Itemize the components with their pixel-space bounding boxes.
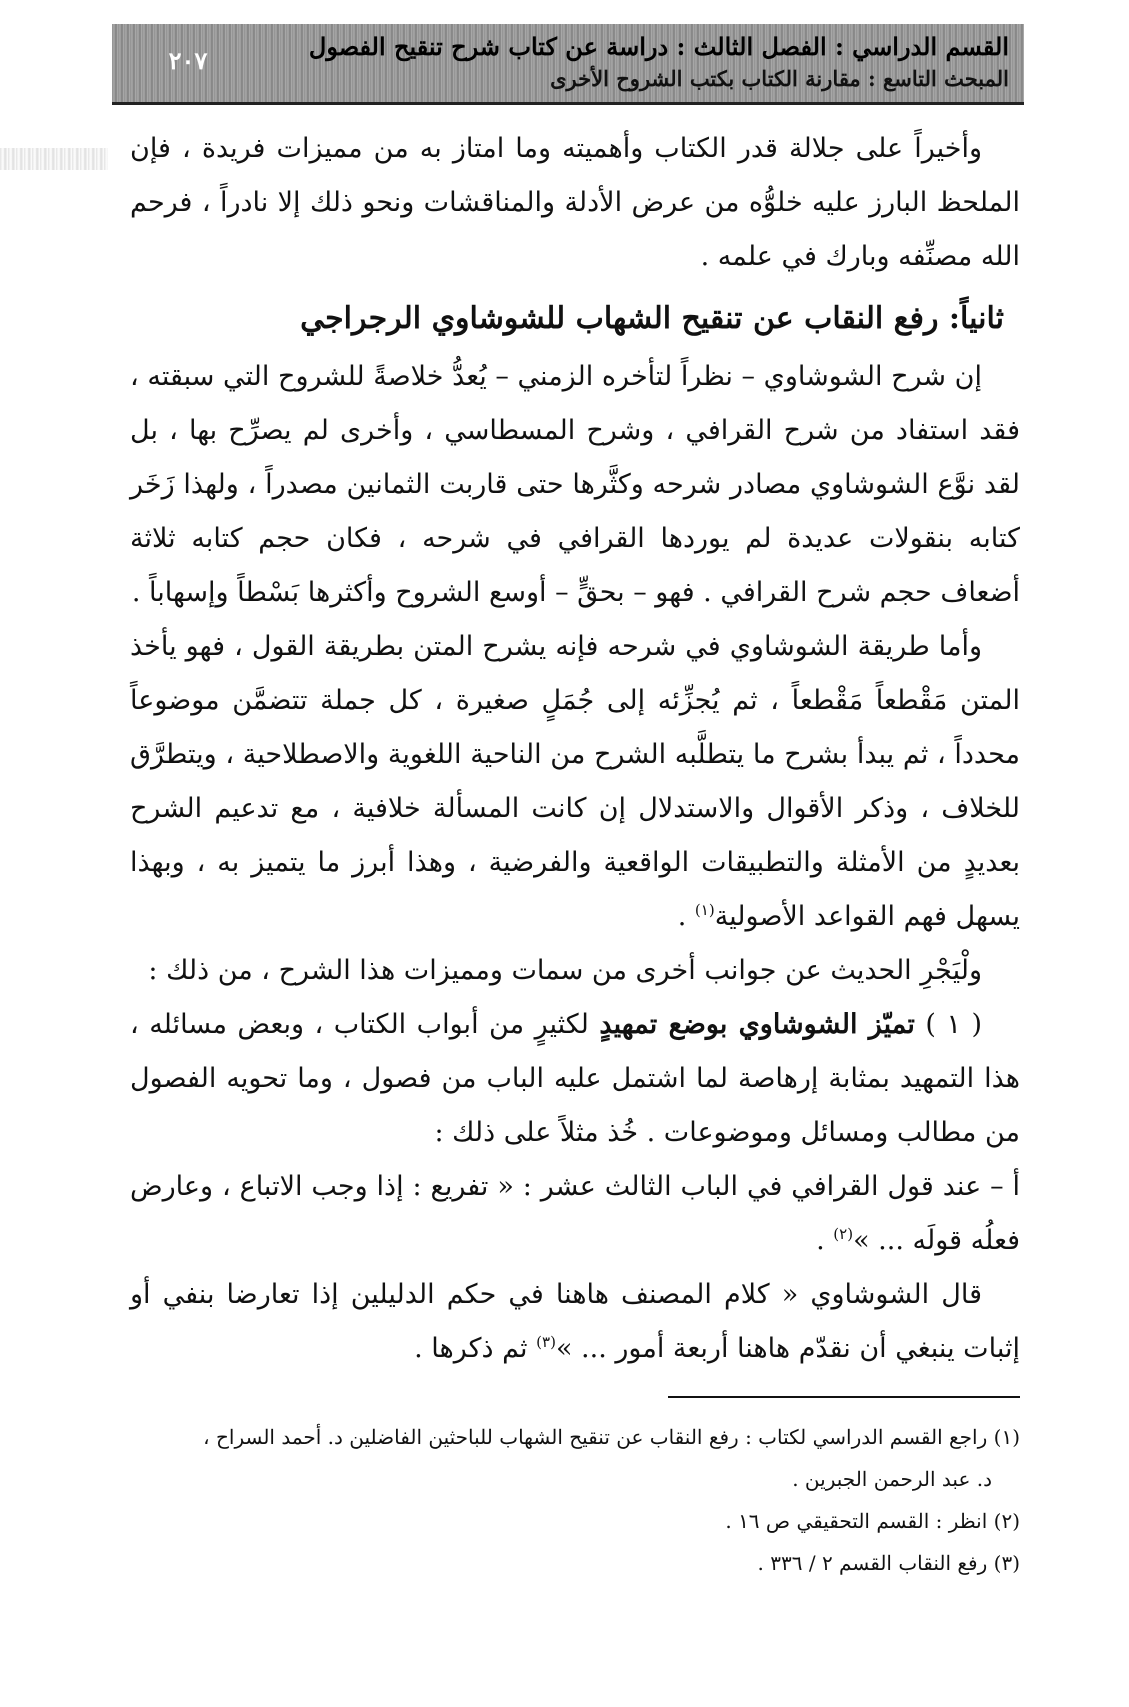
footnote-1-continued: د. عبد الرحمن الجبرين .: [792, 1467, 992, 1491]
footnote-2: (٢) انظر : القسم التحقيقي ص ١٦ .: [725, 1509, 1020, 1533]
example-end: .: [816, 1225, 834, 1256]
footnote-ref-2: (٢): [833, 1225, 854, 1243]
quote-end: ثم ذكرها .: [414, 1333, 537, 1364]
paragraph-end: .: [677, 901, 695, 932]
example-text: أ – عند قول القرافي في الباب الثالث عشر : « تفريع : إذا وجب الاتباع ، وعارض فعلُه قولَه ... »: [130, 1171, 1020, 1256]
footnotes: [130, 1416, 1020, 1584]
paragraph-quote: [130, 1268, 1020, 1376]
list-number: ( ١ ): [914, 1009, 982, 1040]
paragraph-shoushawi-method: [130, 620, 1020, 944]
quote-text: قال الشوشاوي « كلام المصنف هاهنا في حكم الدليلين إذا تعارضا بنفي أو إثبات ينبغي أن نقدّم هاهنا أربعة أمور ... »: [130, 1279, 1020, 1364]
running-header-chapter: القسم الدراسي : الفصل الثالث : دراسة عن كتاب شرح تنقيح الفصول: [308, 32, 1009, 61]
footnote-1: (١) راجع القسم الدراسي لكتاب : رفع النقاب عن تنقيح الشهاب للباحثين الفاضلين د. أحمد السراح ،: [203, 1425, 1020, 1449]
section-heading: ثانياً: رفع النقاب عن تنقيح الشهاب للشوشاوي الرجراجي: [300, 301, 1004, 336]
paragraph-text: وأما طريقة الشوشاوي في شرحه فإنه يشرح المتن بطريقة القول ، فهو يأخذ المتن مَقْطعاً مَقْطعاً ، ثم يُجزِّئه إلى جُمَلٍ صغيرة ، كل جملة تتضمَّن موضوعاً محدداً ، ثم يبدأ بشرح ما يتطلَّبه الشرح من الناحية اللغوية والاصطلاحية ، ويتطرَّق للخلاف ، وذكر الأقوال والاستدلال إن كانت المسألة خلافية ، مع تدعيم الشرح بعديدٍ من الأمثلة والتطبيقات الواقعية والفرضية ، وهذا أبرز ما يتميز به ، وبهذا يسهل فهم القواعد الأصولية: [130, 631, 1020, 932]
scan-artifact: [0, 148, 108, 170]
paragraph-conclusion: وأخيراً على جلالة قدر الكتاب وأهميته وما امتاز به من مميزات فريدة ، فإن الملحظ البارز عليه خلوُّه من عرض الأدلة والمناقشات ونحو ذلك إلا نادراً ، فرحم الله مصنِّفه وبارك في علمه .: [130, 133, 1020, 272]
list-item-feature-1: [130, 998, 1020, 1160]
footnote-divider: [668, 1396, 1020, 1398]
running-header-section: المبحث التاسع : مقارنة الكتاب بكتب الشروح الأخرى: [550, 66, 1009, 91]
paragraph-shoushawi-sources: إن شرح الشوشاوي – نظراً لتأخره الزمني – يُعدُّ خلاصةً للشروح التي سبقته ، فقد استفاد من شرح القرافي ، وشرح المسطاسي ، وأخرى لم يصرِّح بها ، بل لقد نوَّع الشوشاوي مصادر شرحه وكثَّرها حتى قاربت الثمانين مصدراً ، ولهذا زَخَر كتابه بنقولات عديدة لم يوردها القرافي في شرحه ، فكان حجم كتابه ثلاثة أضعاف حجم شرح القرافي . فهو – بحقٍّ – أوسع الشروح وأكثرها بَسْطاً وإسهاباً .: [130, 361, 1020, 608]
footnote-ref-3: (٣): [536, 1333, 556, 1351]
page-number: ٢٠٧: [168, 45, 208, 75]
feature-text: لكثيرٍ من أبواب الكتاب ، وبعض مسائله ، هذا التمهيد بمثابة إرهاصة لما اشتمل عليه الباب من فصول ، وما تحويه الفصول من مطالب ومسائل وموضوعات . خُذ مثلاً على ذلك :: [130, 1009, 1020, 1148]
feature-title: تميّز الشوشاوي بوضع تمهيدٍ: [599, 1009, 915, 1040]
paragraph-features-intro: ولْيَجْرِ الحديث عن جوانب أخرى من سمات ومميزات هذا الشرح ، من ذلك :: [148, 955, 982, 986]
running-header: [308, 30, 1009, 94]
example-a: [130, 1160, 1020, 1268]
footnote-ref-1: (١): [694, 901, 715, 919]
footnote-3: (٣) رفع النقاب القسم ٢ / ٣٣٦ .: [757, 1551, 1020, 1575]
page-body: [130, 122, 1020, 1376]
